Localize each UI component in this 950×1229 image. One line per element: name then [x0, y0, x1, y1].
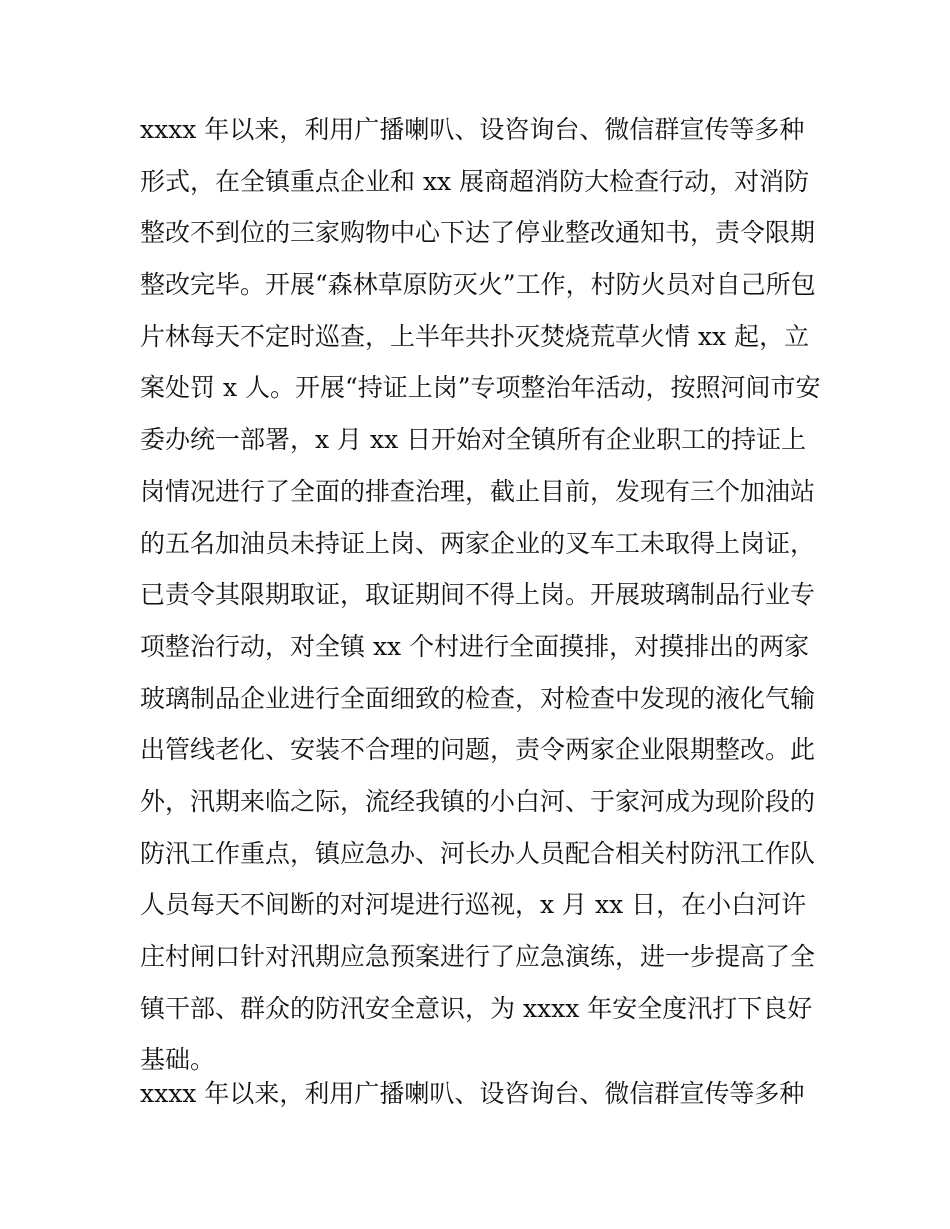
- text-line: 片林每天不定时巡查，上半年共扑灭焚烧荒草火情 xx 起，立: [140, 321, 810, 351]
- text-line: 委办统一部署，x 月 xx 日开始对全镇所有企业职工的持证上: [140, 425, 807, 455]
- text-line: 案处罚 x 人。开展“持证上岗”专项整治年活动，按照河间市安: [140, 373, 821, 403]
- text-line: 人员每天不间断的对河堤进行巡视，x 月 xx 日，在小白河许: [140, 890, 807, 920]
- text-line: 的五名加油员未持证上岗、两家企业的叉车工未取得上岗证，: [140, 528, 816, 558]
- paragraph-2: [140, 1068, 820, 1120]
- text-line: xxxx 年以来，利用广播喇叭、设咨询台、微信群宣传等多种: [140, 1079, 805, 1108]
- text-line: 项整治行动，对全镇 xx 个村进行全面摸排，对摸排出的两家: [140, 631, 810, 661]
- text-line: xxxx 年以来，利用广播喇叭、设咨询台、微信群宣传等多种: [140, 115, 805, 144]
- text-line: 镇干部、群众的防汛安全意识，为 xxxx 年安全度汛打下良好: [140, 993, 813, 1023]
- text-line: 形式，在全镇重点企业和 xx 展商超消防大检查行动，对消防: [140, 166, 810, 196]
- paragraph-1: [140, 104, 820, 1086]
- text-line: 基础。: [140, 1045, 216, 1075]
- text-line: 庄村闸口针对汛期应急预案进行了应急演练，进一步提高了全: [140, 942, 816, 971]
- text-line: 整改不到位的三家购物中心下达了停业整改通知书，责令限期: [140, 218, 816, 248]
- text-line: 玻璃制品企业进行全面细致的检查，对检查中发现的液化气输: [140, 683, 816, 713]
- text-line: 整改完毕。开展“森林草原防灭火”工作，村防火员对自己所包: [140, 270, 816, 300]
- text-line: 已责令其限期取证，取证期间不得上岗。开展玻璃制品行业专: [140, 580, 816, 610]
- text-line: 岗情况进行了全面的排查治理，截止目前，发现有三个加油站: [140, 476, 816, 506]
- text-line: 防汛工作重点，镇应急办、河长办人员配合相关村防汛工作队: [140, 838, 816, 868]
- text-line: 出管线老化、安装不合理的问题，责令两家企业限期整改。此: [140, 735, 816, 765]
- text-line: 外，汛期来临之际，流经我镇的小白河、于家河成为现阶段的: [140, 786, 816, 816]
